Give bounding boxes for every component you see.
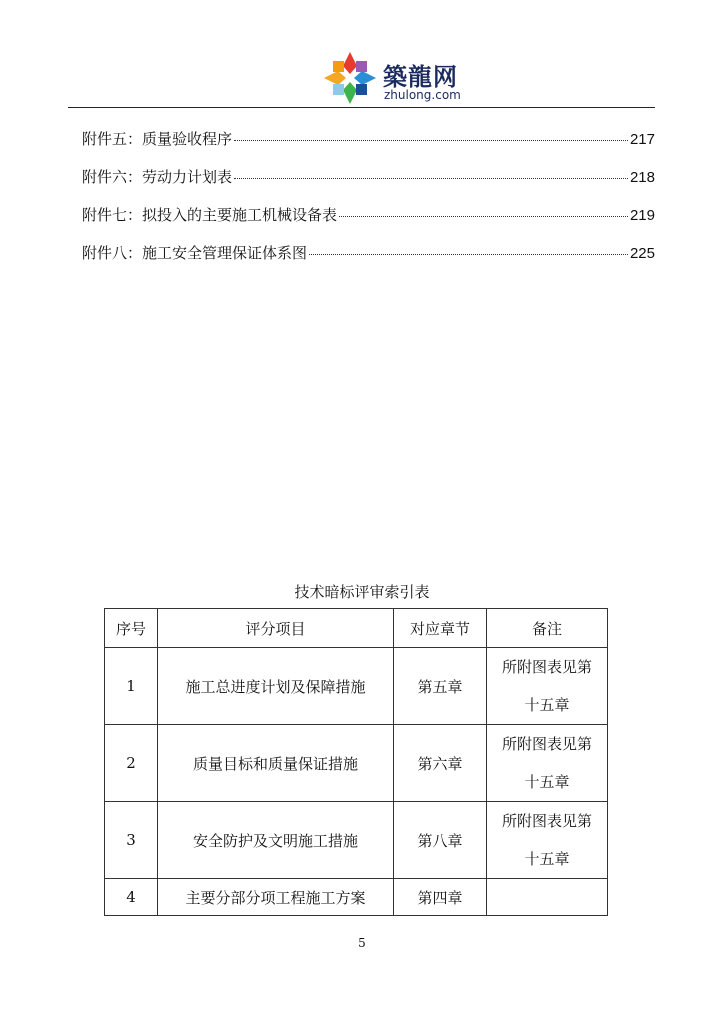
- toc-leader-dots: [339, 216, 628, 217]
- page-number: 5: [358, 936, 366, 950]
- note-line: 所附图表见第: [501, 658, 592, 676]
- table-row: [105, 802, 608, 879]
- toc-entry[interactable]: [82, 166, 655, 204]
- note-line: 所附图表见第: [501, 735, 592, 753]
- toc-entry-title: 附件七：拟投入的主要施工机械设备表: [82, 206, 338, 224]
- table-row: [105, 725, 608, 802]
- cell-item: 施工总进度计划及保障措施: [158, 648, 394, 725]
- cell-note: [487, 802, 608, 879]
- header-divider: [68, 107, 655, 108]
- note-line: 所附图表见第: [501, 812, 592, 830]
- cell-note: [487, 725, 608, 802]
- note-line: 十五章: [524, 850, 570, 868]
- table-header-row: [105, 609, 608, 648]
- cell-no: 2: [105, 725, 158, 802]
- cell-no: 1: [105, 648, 158, 725]
- index-table-title: 技术暗标评审索引表: [294, 583, 430, 601]
- cell-item: 安全防护及文明施工措施: [158, 802, 394, 879]
- cell-chapter: 第六章: [394, 725, 487, 802]
- cell-no: 3: [105, 802, 158, 879]
- note-line: 十五章: [524, 696, 570, 714]
- toc-entry[interactable]: [82, 242, 655, 280]
- zhulong-logo-icon: [322, 50, 378, 106]
- review-index-table: [104, 608, 608, 916]
- header-cell-chapter: 对应章节: [394, 609, 487, 648]
- header-cell-item: 评分项目: [158, 609, 394, 648]
- cell-item: 主要分部分项工程施工方案: [158, 879, 394, 916]
- toc-entry-page: 218: [629, 169, 655, 186]
- cell-chapter: 第八章: [394, 802, 487, 879]
- cell-chapter: 第四章: [394, 879, 487, 916]
- toc-leader-dots: [234, 178, 628, 179]
- toc-entry-title: 附件六：劳动力计划表: [82, 168, 233, 186]
- toc-entry[interactable]: [82, 204, 655, 242]
- toc-entry-page: 217: [629, 131, 655, 148]
- header-cell-note: 备注: [487, 609, 608, 648]
- toc-leader-dots: [309, 254, 628, 255]
- toc-entry-title: 附件八：施工安全管理保证体系图: [82, 244, 308, 262]
- cell-note: [487, 648, 608, 725]
- toc-entry[interactable]: [82, 128, 655, 166]
- toc-leader-dots: [234, 140, 628, 141]
- cell-no: 4: [105, 879, 158, 916]
- toc-entry-page: 225: [629, 245, 655, 262]
- table-row: [105, 879, 608, 916]
- cell-item: 质量目标和质量保证措施: [158, 725, 394, 802]
- note-line: 十五章: [524, 773, 570, 791]
- cell-note: [487, 879, 608, 916]
- cell-chapter: 第五章: [394, 648, 487, 725]
- header-cell-no: 序号: [105, 609, 158, 648]
- toc-entry-page: 219: [629, 207, 655, 224]
- table-of-contents: [82, 128, 655, 280]
- brand-name-cn: 築龍网: [383, 63, 458, 91]
- brand-name-en: zhulong.com: [384, 88, 461, 102]
- table-row: [105, 648, 608, 725]
- toc-entry-title: 附件五：质量验收程序: [82, 130, 233, 148]
